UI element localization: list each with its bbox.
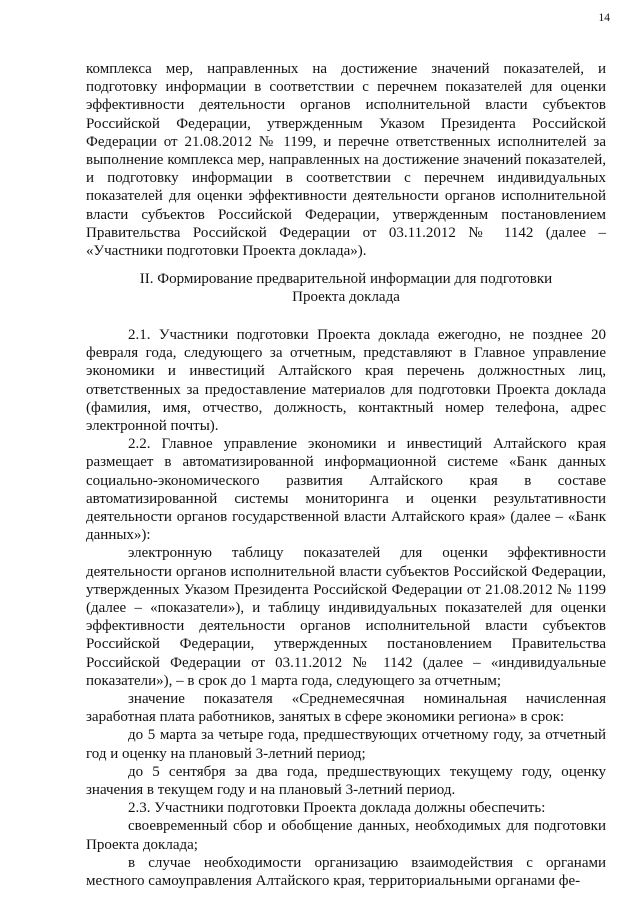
- section-heading-line-2: Проекта доклада: [292, 289, 400, 306]
- section-heading: [86, 270, 606, 306]
- paragraph-data-collection: своевременный сбор и обобщение данных, необходимых для подготовки Проекта доклада;: [86, 818, 606, 853]
- paragraph-2-3: 2.3. Участники подготовки Проекта доклада должны обеспечить:: [128, 800, 546, 817]
- page-number: 14: [598, 12, 610, 24]
- intro-paragraph-block: [86, 60, 606, 260]
- paragraph-2-1: 2.1. Участники подготовки Проекта доклада ежегодно, не позднее 20 февраля года, следующего за отчетным, представляют в Главное управление экономики и инвестиций Алтайского края перечень должностных лиц, ответственных за предоставление материалов для подготовки Проекта доклада (фамилия, имя, отчество, должность, контактный номер телефона, адрес электронной почты).: [86, 327, 606, 435]
- paragraph-interaction: в случае необходимости организацию взаимодействия с органами местного самоуправления Алтайского края, территориальными органами фе-: [86, 854, 606, 890]
- paragraph-salary-indicator: значение показателя «Среднемесячная номинальная начисленная заработная плата работников, занятых в сфере экономики региона» в срок:: [86, 691, 606, 726]
- paragraph-2-2: 2.2. Главное управление экономики и инвестиций Алтайского края размещает в автоматизированной информационной системе «Банк данных социально-экономического развития Алтайского края в составе автоматизированной системы мониторинга и оценки результативности деятельности органов государственной власти Алтайского края» (далее – «Банк данных»):: [86, 436, 606, 544]
- section-heading-line-1: II. Формирование предварительной информации для подготовки: [139, 271, 553, 287]
- body-text: [86, 326, 606, 890]
- paragraph-september-deadline: до 5 сентября за два года, предшествующих текущему году, оценку значения в текущем году и на плановый 3-летний период.: [86, 763, 606, 799]
- paragraph-march-deadline: до 5 марта за четыре года, предшествующих отчетному году, за отчетный год и оценку на плановый 3-летний период;: [86, 727, 606, 762]
- intro-paragraph: комплекса мер, направленных на достижение значений показателей, и подготовку информации в соответствии с перечнем показателей для оценки эффективности деятельности органов исполнительной власти субъектов Российской Федерации, утвержденным Указом Президента Российской Федерации от 21.08.2012 № 1199, и перечне ответственных исполнителей за выполнение комплекса мер, направленных на достижение значений показателей, и подготовку информации в соответствии с перечнем индивидуальных показателей для оценки эффективности деятельности органов исполнительной власти субъектов Российской Федерации, утвержденным постановлением Правительства Российской Федерации от 03.11.2012 № 1142 (далее – «Участники подготовки Проекта доклада»).: [86, 61, 606, 260]
- paragraph-electronic-table: электронную таблицу показателей для оценки эффективности деятельности органов исполнительной власти субъектов Российской Федерации, утвержденных Указом Президента Российской Федерации от 21.08.2012 № 1199 (далее – «показатели»), и таблицу индивидуальных показателей для оценки эффективности деятельности органов исполнительной власти субъектов Российской Федерации, утвержденных постановлением Правительства Российской Федерации от 03.11.2012 № 1142 (далее – «индивидуальные показатели»), – в срок до 1 марта года, следующего за отчетным;: [86, 545, 606, 689]
